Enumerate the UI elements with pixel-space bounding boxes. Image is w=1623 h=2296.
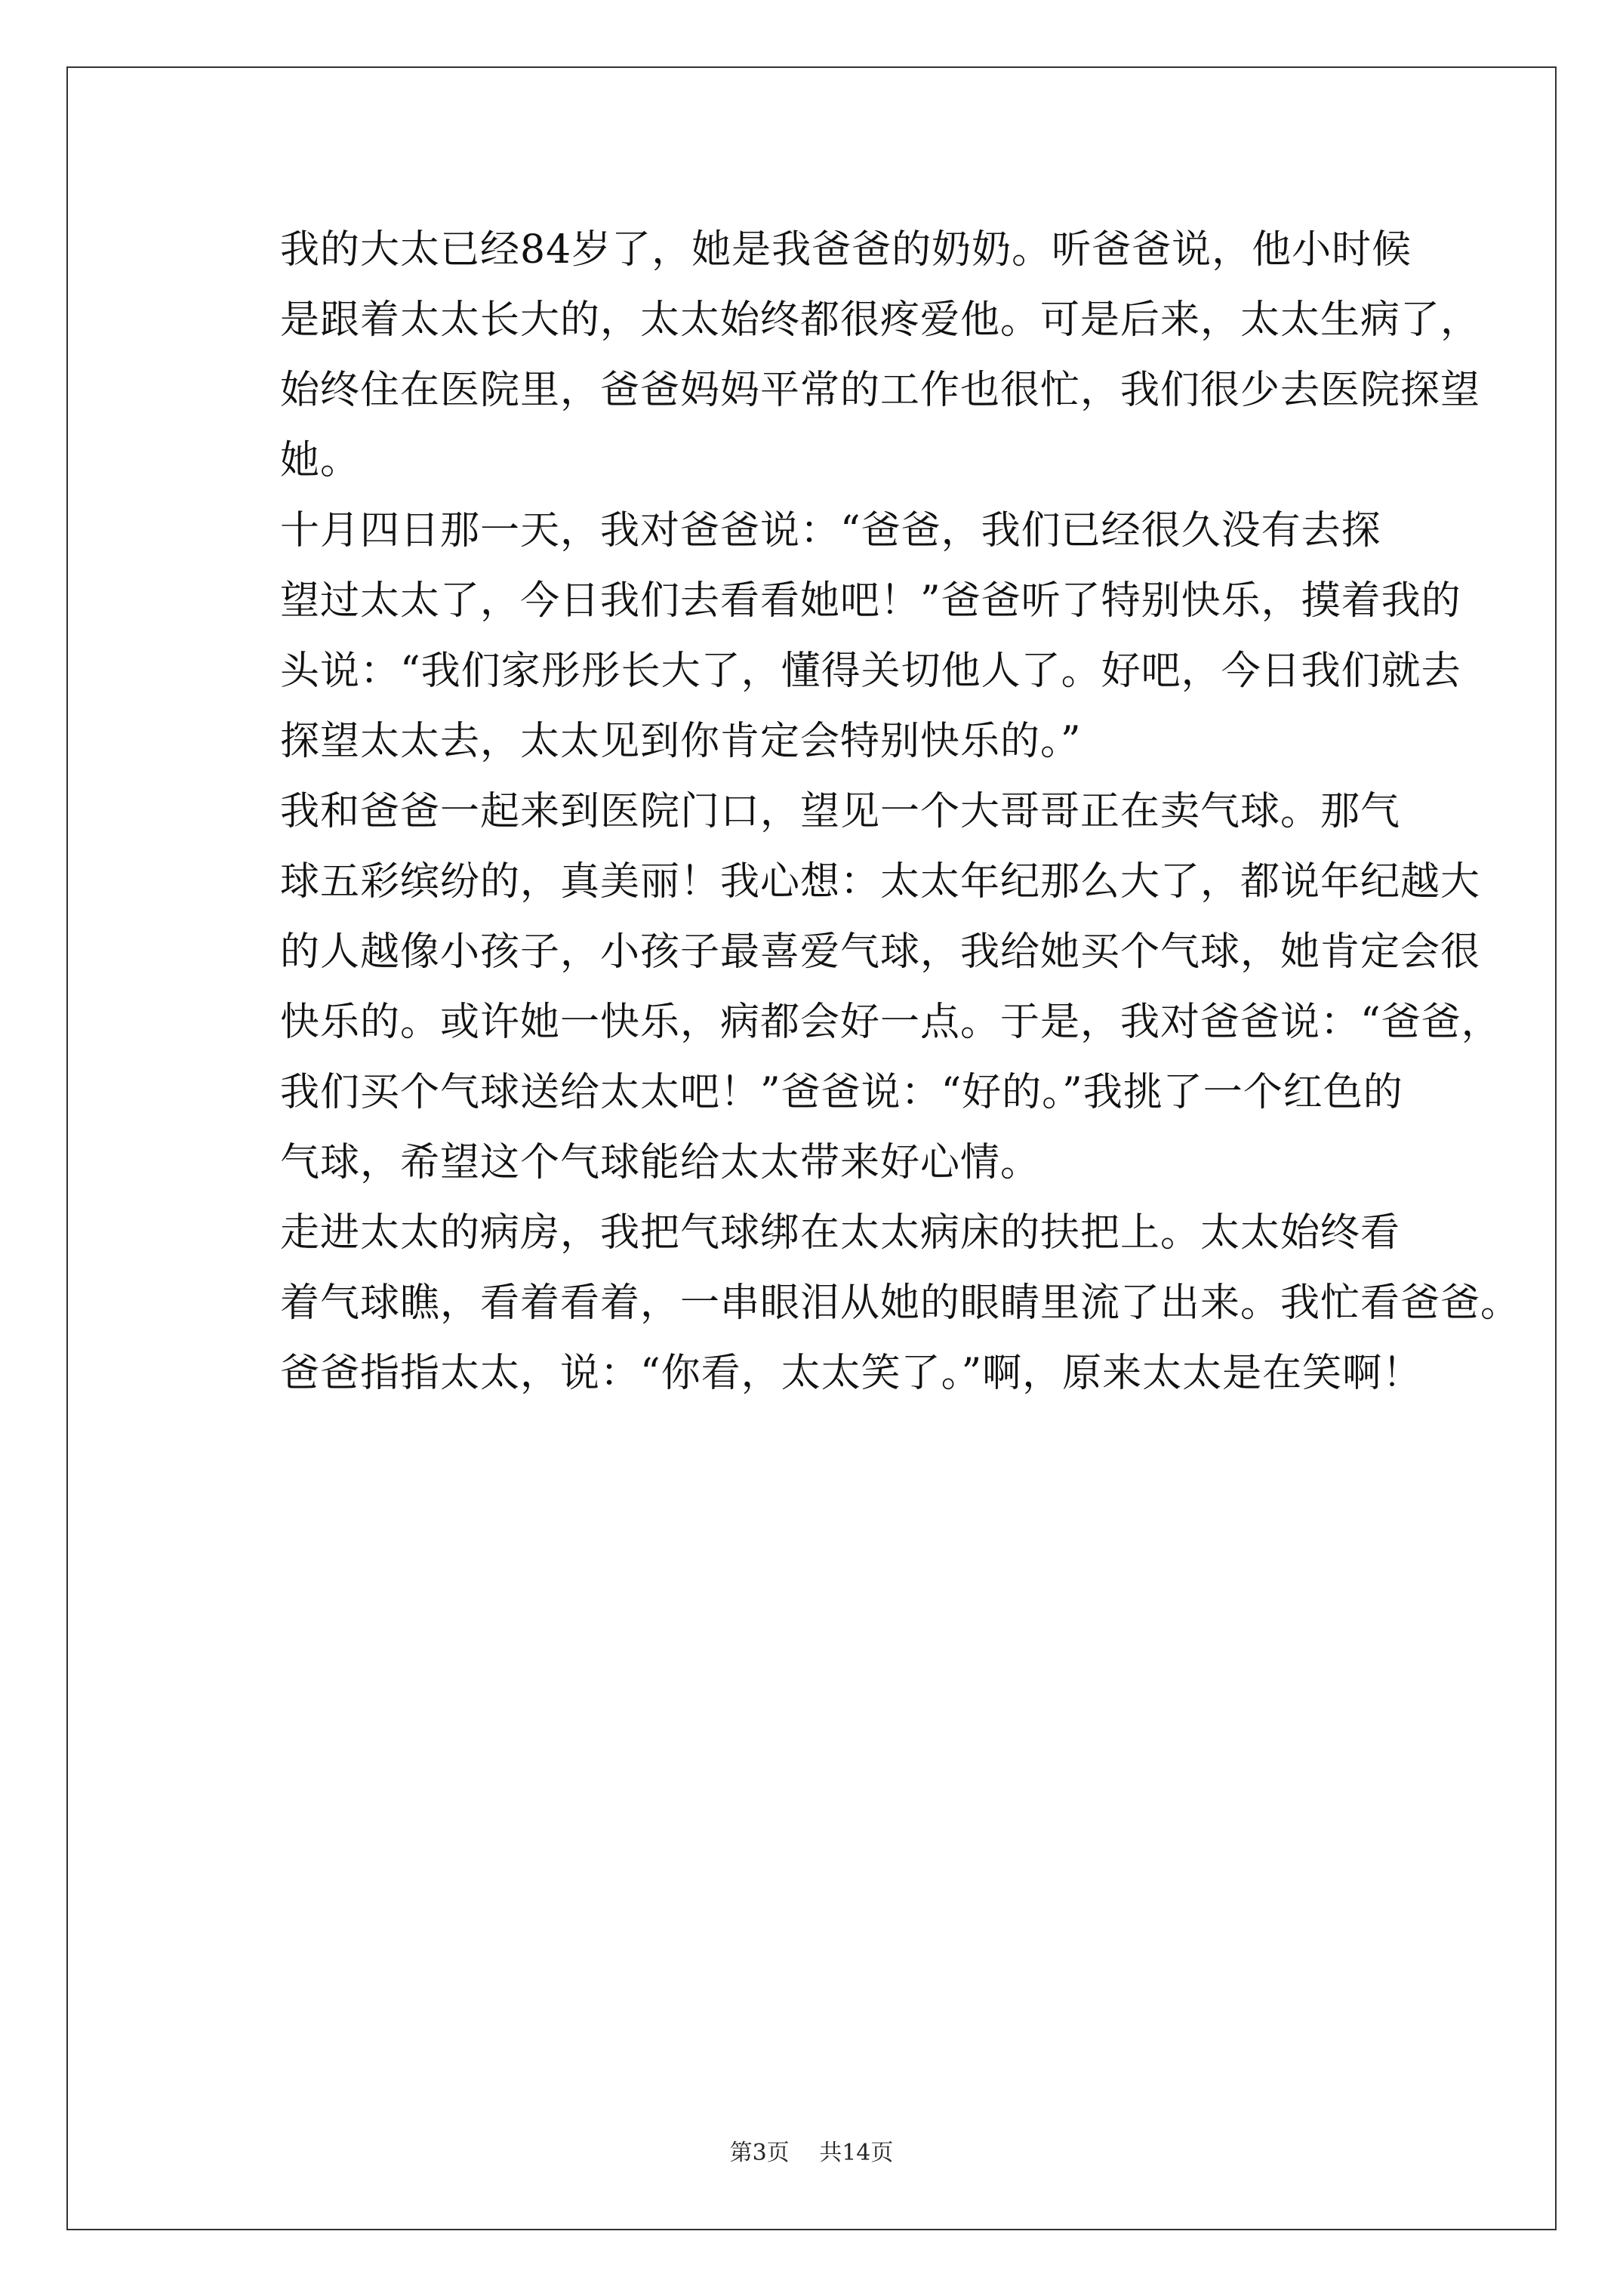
text-line: 头说：“我们家彤彤长大了，懂得关切他人了。好吧，今日我们就去 — [280, 649, 1461, 694]
text-line: 我们买个气球送给太太吧！”爸爸说：“好的。”我挑了一个红色的 — [280, 1070, 1403, 1115]
text-line: 快乐的。或许她一快乐，病都会好一点。于是，我对爸爸说：“爸爸， — [280, 1000, 1501, 1045]
page-total: 共14页 — [819, 2140, 894, 2166]
page-footer — [0, 2138, 1623, 2168]
text-line: 的人越像小孩子，小孩子最喜爱气球，我给她买个气球，她肯定会很 — [280, 929, 1481, 975]
text-line: 始终住在医院里，爸爸妈妈平常的工作也很忙，我们很少去医院探望 — [280, 368, 1481, 413]
text-line: 走进太太的病房，我把气球绑在太太病床的扶把上。太太始终看 — [280, 1210, 1401, 1256]
text-line: 十月四日那一天，我对爸爸说：“爸爸，我们已经很久没有去探 — [280, 508, 1381, 553]
document-body — [198, 215, 1521, 1409]
paragraph-4 — [198, 1198, 1521, 1409]
text-line: 我的大太已经84岁了，她是我爸爸的奶奶。听爸爸说，他小时候 — [280, 227, 1412, 273]
text-line: 她。 — [280, 438, 361, 483]
text-line: 气球，希望这个气球能给太太带来好心情。 — [280, 1140, 1041, 1185]
paragraph-1 — [198, 215, 1481, 496]
page-number: 第3页 — [729, 2140, 790, 2166]
paragraph-2 — [198, 496, 1461, 777]
text-line: 探望太太去，太太见到你肯定会特别快乐的。” — [280, 719, 1082, 764]
text-line: 望过太太了，今日我们去看看她吧！”爸爸听了特别快乐，摸着我的 — [280, 578, 1461, 624]
paragraph-3 — [198, 777, 1501, 1198]
text-line: 着气球瞧，看着看着，一串眼泪从她的眼睛里流了出来。我忙看爸爸。 — [280, 1281, 1521, 1326]
text-line: 爸爸指指太太，说：“你看，太太笑了。”啊，原来太太是在笑啊！ — [280, 1351, 1423, 1396]
text-line: 是跟着太太长大的，太太始终都很疼爱他。可是后来，太太生病了， — [280, 297, 1481, 343]
text-line: 球五彩缤纷的，真美丽！我心想：太太年纪那么大了，都说年纪越大 — [280, 859, 1481, 905]
text-line: 我和爸爸一起来到医院门口，望见一个大哥哥正在卖气球。那气 — [280, 789, 1401, 834]
